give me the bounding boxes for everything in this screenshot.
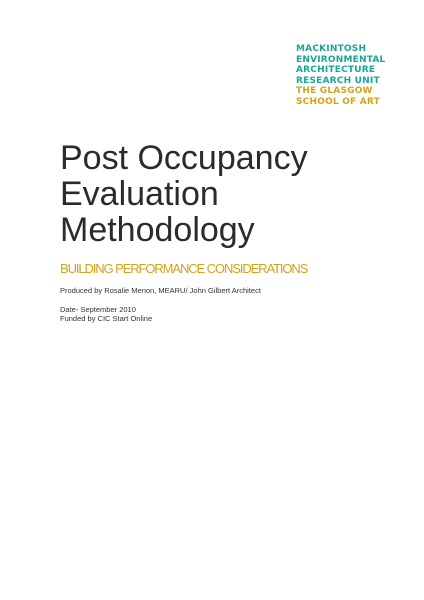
logo-line-1: MACKINTOSH xyxy=(296,44,367,54)
document-title xyxy=(60,140,400,248)
logo-line-6: SCHOOL OF ART xyxy=(296,96,380,107)
logo-line-2: ENVIRONMENTAL xyxy=(296,54,386,65)
logo-line-4: RESEARCH UNIT xyxy=(296,75,380,86)
document-subtitle: BUILDING PERFORMANCE CONSIDERATIONS xyxy=(60,261,308,276)
logo-line-5: THE GLASGOW xyxy=(296,86,373,96)
produced-by-text: Produced by Rosalie Menon, MEARU/ John Gilbert Architect xyxy=(60,286,261,295)
mearu-gsa-logo xyxy=(296,44,406,107)
logo-line-3: ARCHITECTURE xyxy=(296,65,376,75)
title-line-3: Methodology xyxy=(60,211,255,249)
date-text: Date- September 2010 xyxy=(60,305,136,314)
funded-by-text: Funded by CIC Start Online xyxy=(60,314,153,323)
title-line-2: Evaluation xyxy=(60,175,219,213)
title-line-1: Post Occupancy xyxy=(60,139,308,177)
